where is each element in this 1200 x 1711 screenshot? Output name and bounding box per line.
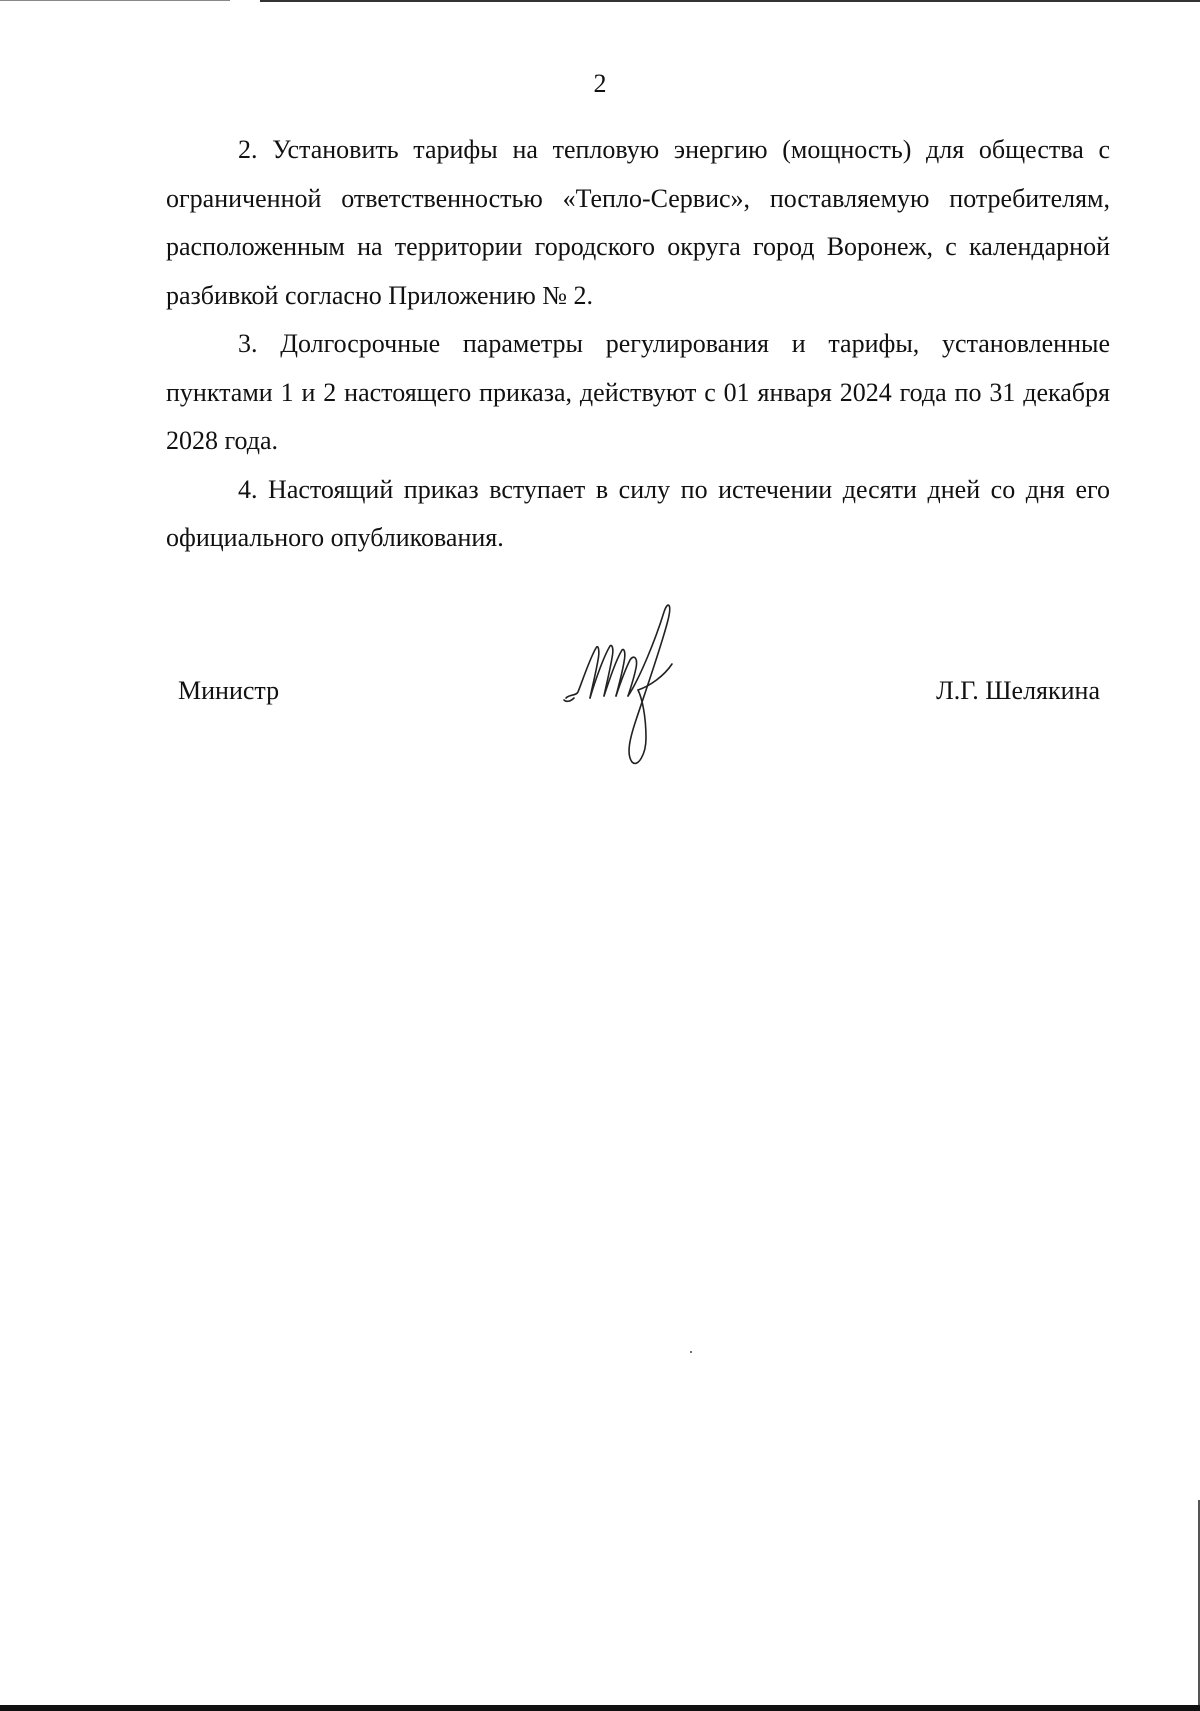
paragraph-4: 4. Настоящий приказ вступает в силу по истечении десяти дней со дня его официального опубликования. — [166, 474, 1110, 552]
scan-edge-top-left — [0, 0, 230, 1]
handwritten-signature — [560, 598, 720, 768]
paragraph-2: 2. Установить тарифы на тепловую энергию (мощность) для общества с ограниченной ответственностью «Тепло-Сервис», поставляемую потребителям, расположенным на территории городского округа город Воронеж, с календарной разбивкой согласно Приложению № 2. — [166, 135, 1110, 310]
scan-edge-bottom — [0, 1705, 1200, 1711]
scan-edge-top — [260, 0, 1200, 2]
signatory-name: Л.Г. Шелякина — [936, 676, 1100, 705]
paragraph-3: 3. Долгосрочные параметры регулирования и тарифы, установленные пунктами 1 и 2 настоящего приказа, действуют с 01 января 2024 года по 31 декабря 2028 года. — [166, 329, 1110, 455]
signatory-title: Министр — [178, 676, 280, 705]
page-number: 2 — [593, 69, 607, 98]
document-body — [166, 126, 1110, 563]
scan-speck — [690, 1351, 692, 1353]
